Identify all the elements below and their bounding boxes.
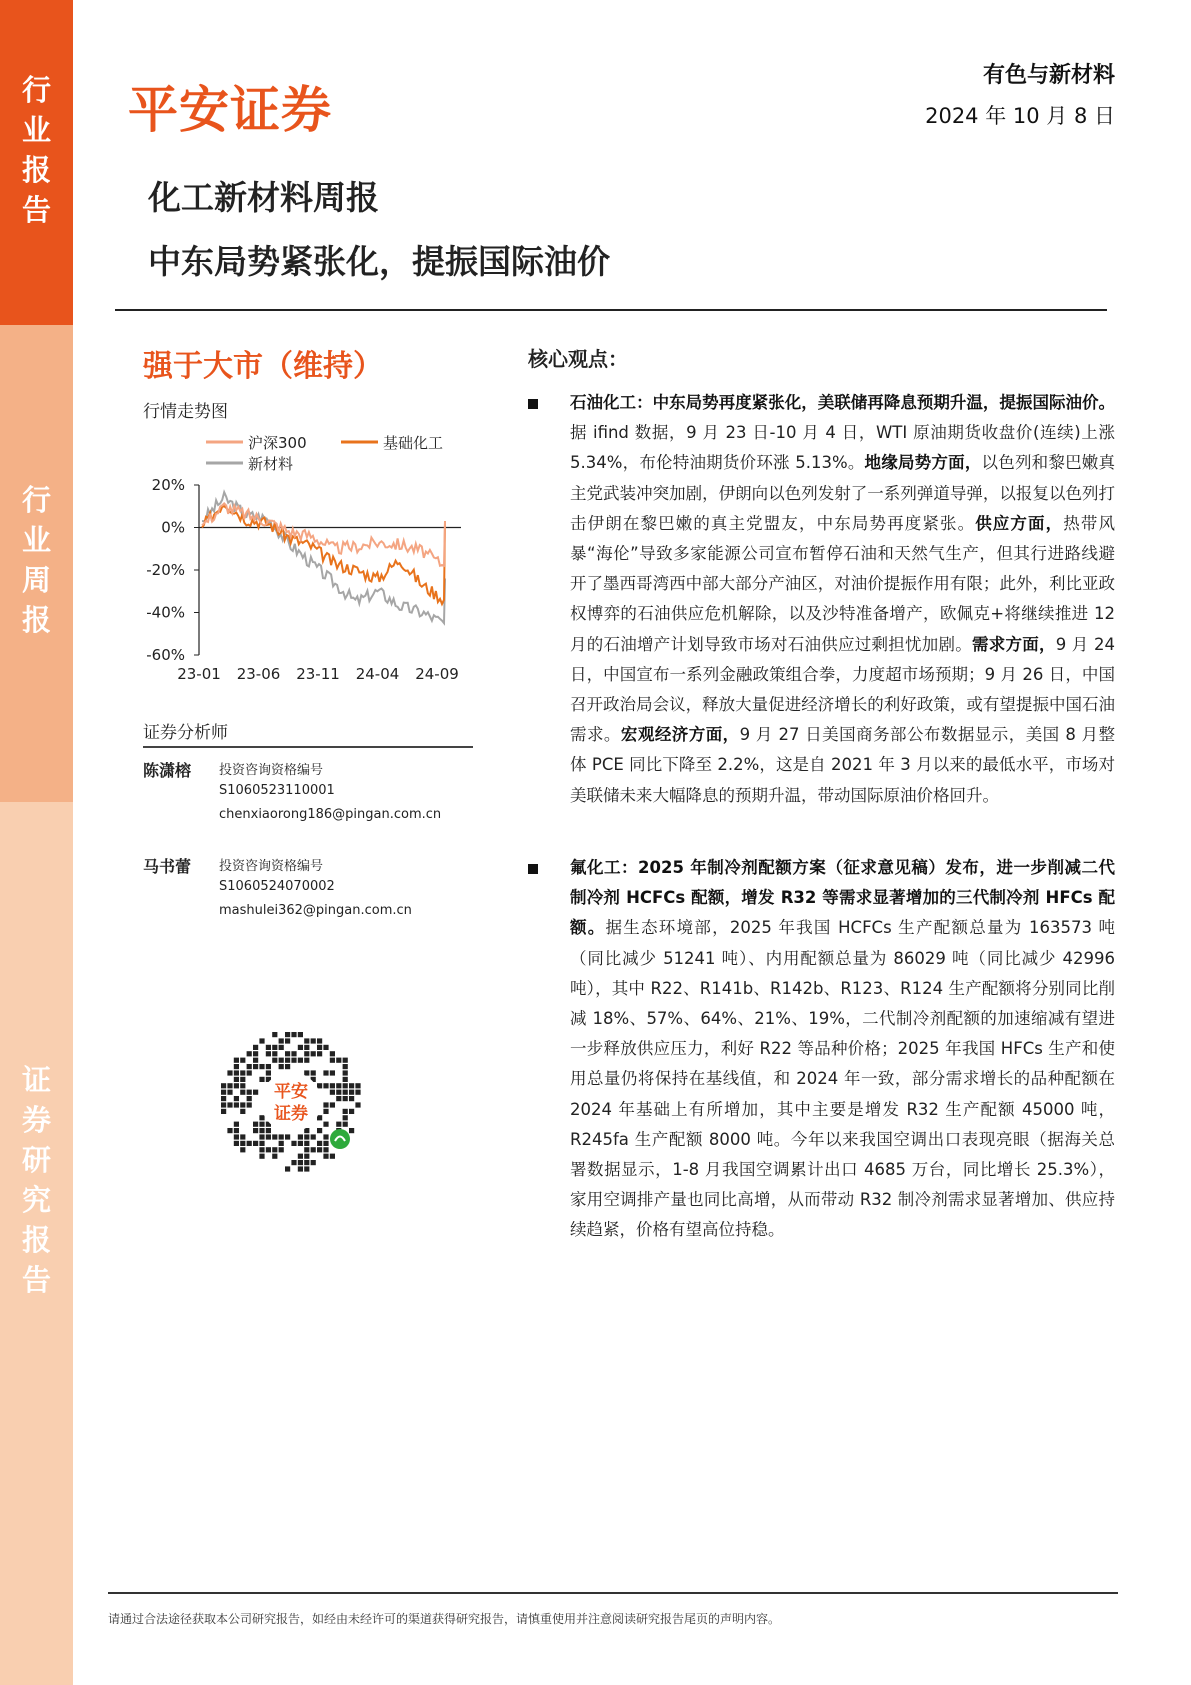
x-tick-label: 23-01: [177, 665, 221, 683]
bullet-marker: [528, 399, 538, 409]
sidebar-segment-weekly: [0, 325, 73, 802]
emphasis-text: 石油化工：中东局势再度紧张化，美联储再降息预期升温，提振国际油价。: [570, 393, 1115, 412]
y-tick-label: -40%: [146, 603, 185, 622]
legend-label: 沪深300: [248, 434, 307, 452]
body-text: 据 ifind 数据，9 月 23 日-10 月 4 日，WTI 原油期货收盘价(连续)上涨 5.34%，布伦特油期货价环涨 5.13%。: [570, 423, 1115, 473]
body-text: 9 月 27 日美国商务部公布数据显示，美国 8 月整体 PCE 同比下降至 2.2%，这是自 2021 年 3 月以来的最低水平，市场对美联储未来大幅降息的预期升温，带动国际原油价格回升。: [570, 725, 1116, 805]
analyst-email[interactable]: mashulei362@pingan.com.cn: [219, 903, 412, 918]
y-tick-label: 20%: [151, 476, 185, 494]
emphasis-text: 地缘局势方面，: [864, 453, 982, 473]
y-tick-label: -20%: [146, 561, 185, 579]
analyst-cert-label: 投资咨询资格编号: [219, 763, 324, 778]
x-tick-label: 23-11: [296, 665, 340, 683]
company-logo: 平安证券: [128, 81, 332, 139]
market-trend-chart: [143, 425, 478, 685]
mini-program-badge-icon: [330, 1129, 350, 1149]
mini-program-qr-code-icon: [216, 1027, 366, 1177]
report-date: 2024 年 10 月 8 日: [925, 104, 1115, 128]
analyst-name: 陈潇榕: [143, 761, 192, 780]
body-text: 9 月 24 日，中国宣布一系列金融政策组合拳，力度超市场预期；9 月 26 日，中国召开政治局会议，释放大量促进经济增长的利好政策，或有望提振中国石油需求。: [570, 634, 1116, 745]
body-text: 以色列和黎巴嫩真主党武装冲突加剧，伊朗向以色列发射了一系列弹道导弹，以报复以色列打击伊朗在黎巴嫩的真主党盟友，中东局势再度紧张。: [570, 453, 1116, 533]
sector-label: 有色与新材料: [982, 63, 1115, 88]
report-title: 中东局势紧张化，提振国际油价: [148, 242, 610, 281]
qr-center-text-top: 平安: [274, 1082, 308, 1102]
analyst-email[interactable]: chenxiaorong186@pingan.com.cn: [219, 807, 442, 822]
sidebar-label-report: 行 业 报 告: [21, 73, 51, 227]
sidebar: [0, 0, 73, 1685]
sidebar-segment-report: [0, 0, 73, 325]
header-divider: [115, 309, 1107, 311]
bullet-marker: [528, 864, 538, 874]
emphasis-text: 供应方面，: [975, 513, 1064, 533]
analysts-divider: [143, 746, 473, 748]
x-tick-label: 23-06: [236, 665, 281, 683]
y-tick-label: 0%: [161, 518, 185, 537]
sidebar-label-research: 证 券 研 究 报 告: [21, 1063, 51, 1297]
rating: 强于大市（维持）: [143, 349, 383, 384]
sidebar-segment-research: [0, 802, 73, 1685]
analyst-cert-label: 投资咨询资格编号: [219, 859, 324, 874]
emphasis-text: 宏观经济方面，: [620, 725, 740, 745]
analyst-cert-number: S1060524070002: [219, 879, 335, 894]
legend-label: 新材料: [248, 455, 294, 473]
analyst-cert-number: S1060523110001: [219, 783, 335, 798]
analysts-heading: 证券分析师: [143, 723, 228, 743]
footer-divider: [108, 1592, 1118, 1594]
emphasis-text: 需求方面，: [972, 634, 1056, 654]
legend-label: 基础化工: [383, 434, 444, 452]
body-text: 热带风暴“海伦”导致多家能源公司宣布暂停石油和天然气生产，但其行进路线避开了墨西哥湾西中部大部分产油区，对油价提振作用有限；此外，利比亚政权博弈的石油供应危机解除，以及沙特准备增产，欧佩克+将继续推进 12 月的石油增产计划导致市场对石油供应过剩担忧加剧。: [570, 513, 1116, 654]
analyst-name: 马书蕾: [143, 857, 192, 876]
body-text: 据生态环境部，2025 年我国 HCFCs 生产配额总量为 163573 吨（同比减少 51241 吨）、内用配额总量为 86029 吨（同比减少 42996 吨），其中 R22、R141b、R142b、R123、R124 生产配额将分别同比削减 18%、57%、64%、21%、19%，二代制冷剂配额的加速缩减有望进一步释放供应压力，利好 R22 等品种价格；2025 年我国 HFCs 生产和使用总量仍将保持在基线值，和 2024 年一致，部分需求增长的品种配额在 2024 年基础上有所增加，其中主要是增发 R32 生产配额 45000 吨，R245fa 生产配额 8000 吨。今年以来我国空调出口表现亮眼（据海关总署数据显示，1-8 月我国空调累计出口 4685 万台，同比增长 25.3%），家用空调排产量也同比高增，从而带动 R32 制冷剂需求显著增加、供应持续趋紧，价格有望高位持稳。: [570, 918, 1115, 1240]
y-tick-label: -60%: [146, 646, 185, 664]
sidebar-label-weekly: 行 业 周 报: [21, 483, 51, 637]
footer-disclaimer: 请通过合法途径获取本公司研究报告，如经由未经许可的渠道获得研究报告，请慎重使用并注意阅读研究报告尾页的声明内容。: [108, 1612, 781, 1626]
chart-section-label: 行情走势图: [143, 402, 228, 422]
x-tick-label: 24-04: [355, 665, 400, 683]
report-type: 化工新材料周报: [148, 178, 379, 217]
core-point-fluorochemical: [570, 853, 1115, 1246]
core-views-heading: 核心观点：: [528, 347, 628, 371]
series-line: [202, 506, 445, 604]
emphasis-text: 氟化工：2025 年制冷剂配额方案（征求意见稿）发布，进一步削减二代制冷剂 HCFCs 配额，增发 R32 等需求显著增加的三代制冷剂 HFCs 配额。: [570, 858, 1115, 938]
series-line: [202, 503, 445, 565]
x-tick-label: 24-09: [415, 665, 459, 683]
core-point-petrochemical: [570, 388, 1115, 811]
qr-center-text-bottom: 证券: [274, 1104, 308, 1124]
